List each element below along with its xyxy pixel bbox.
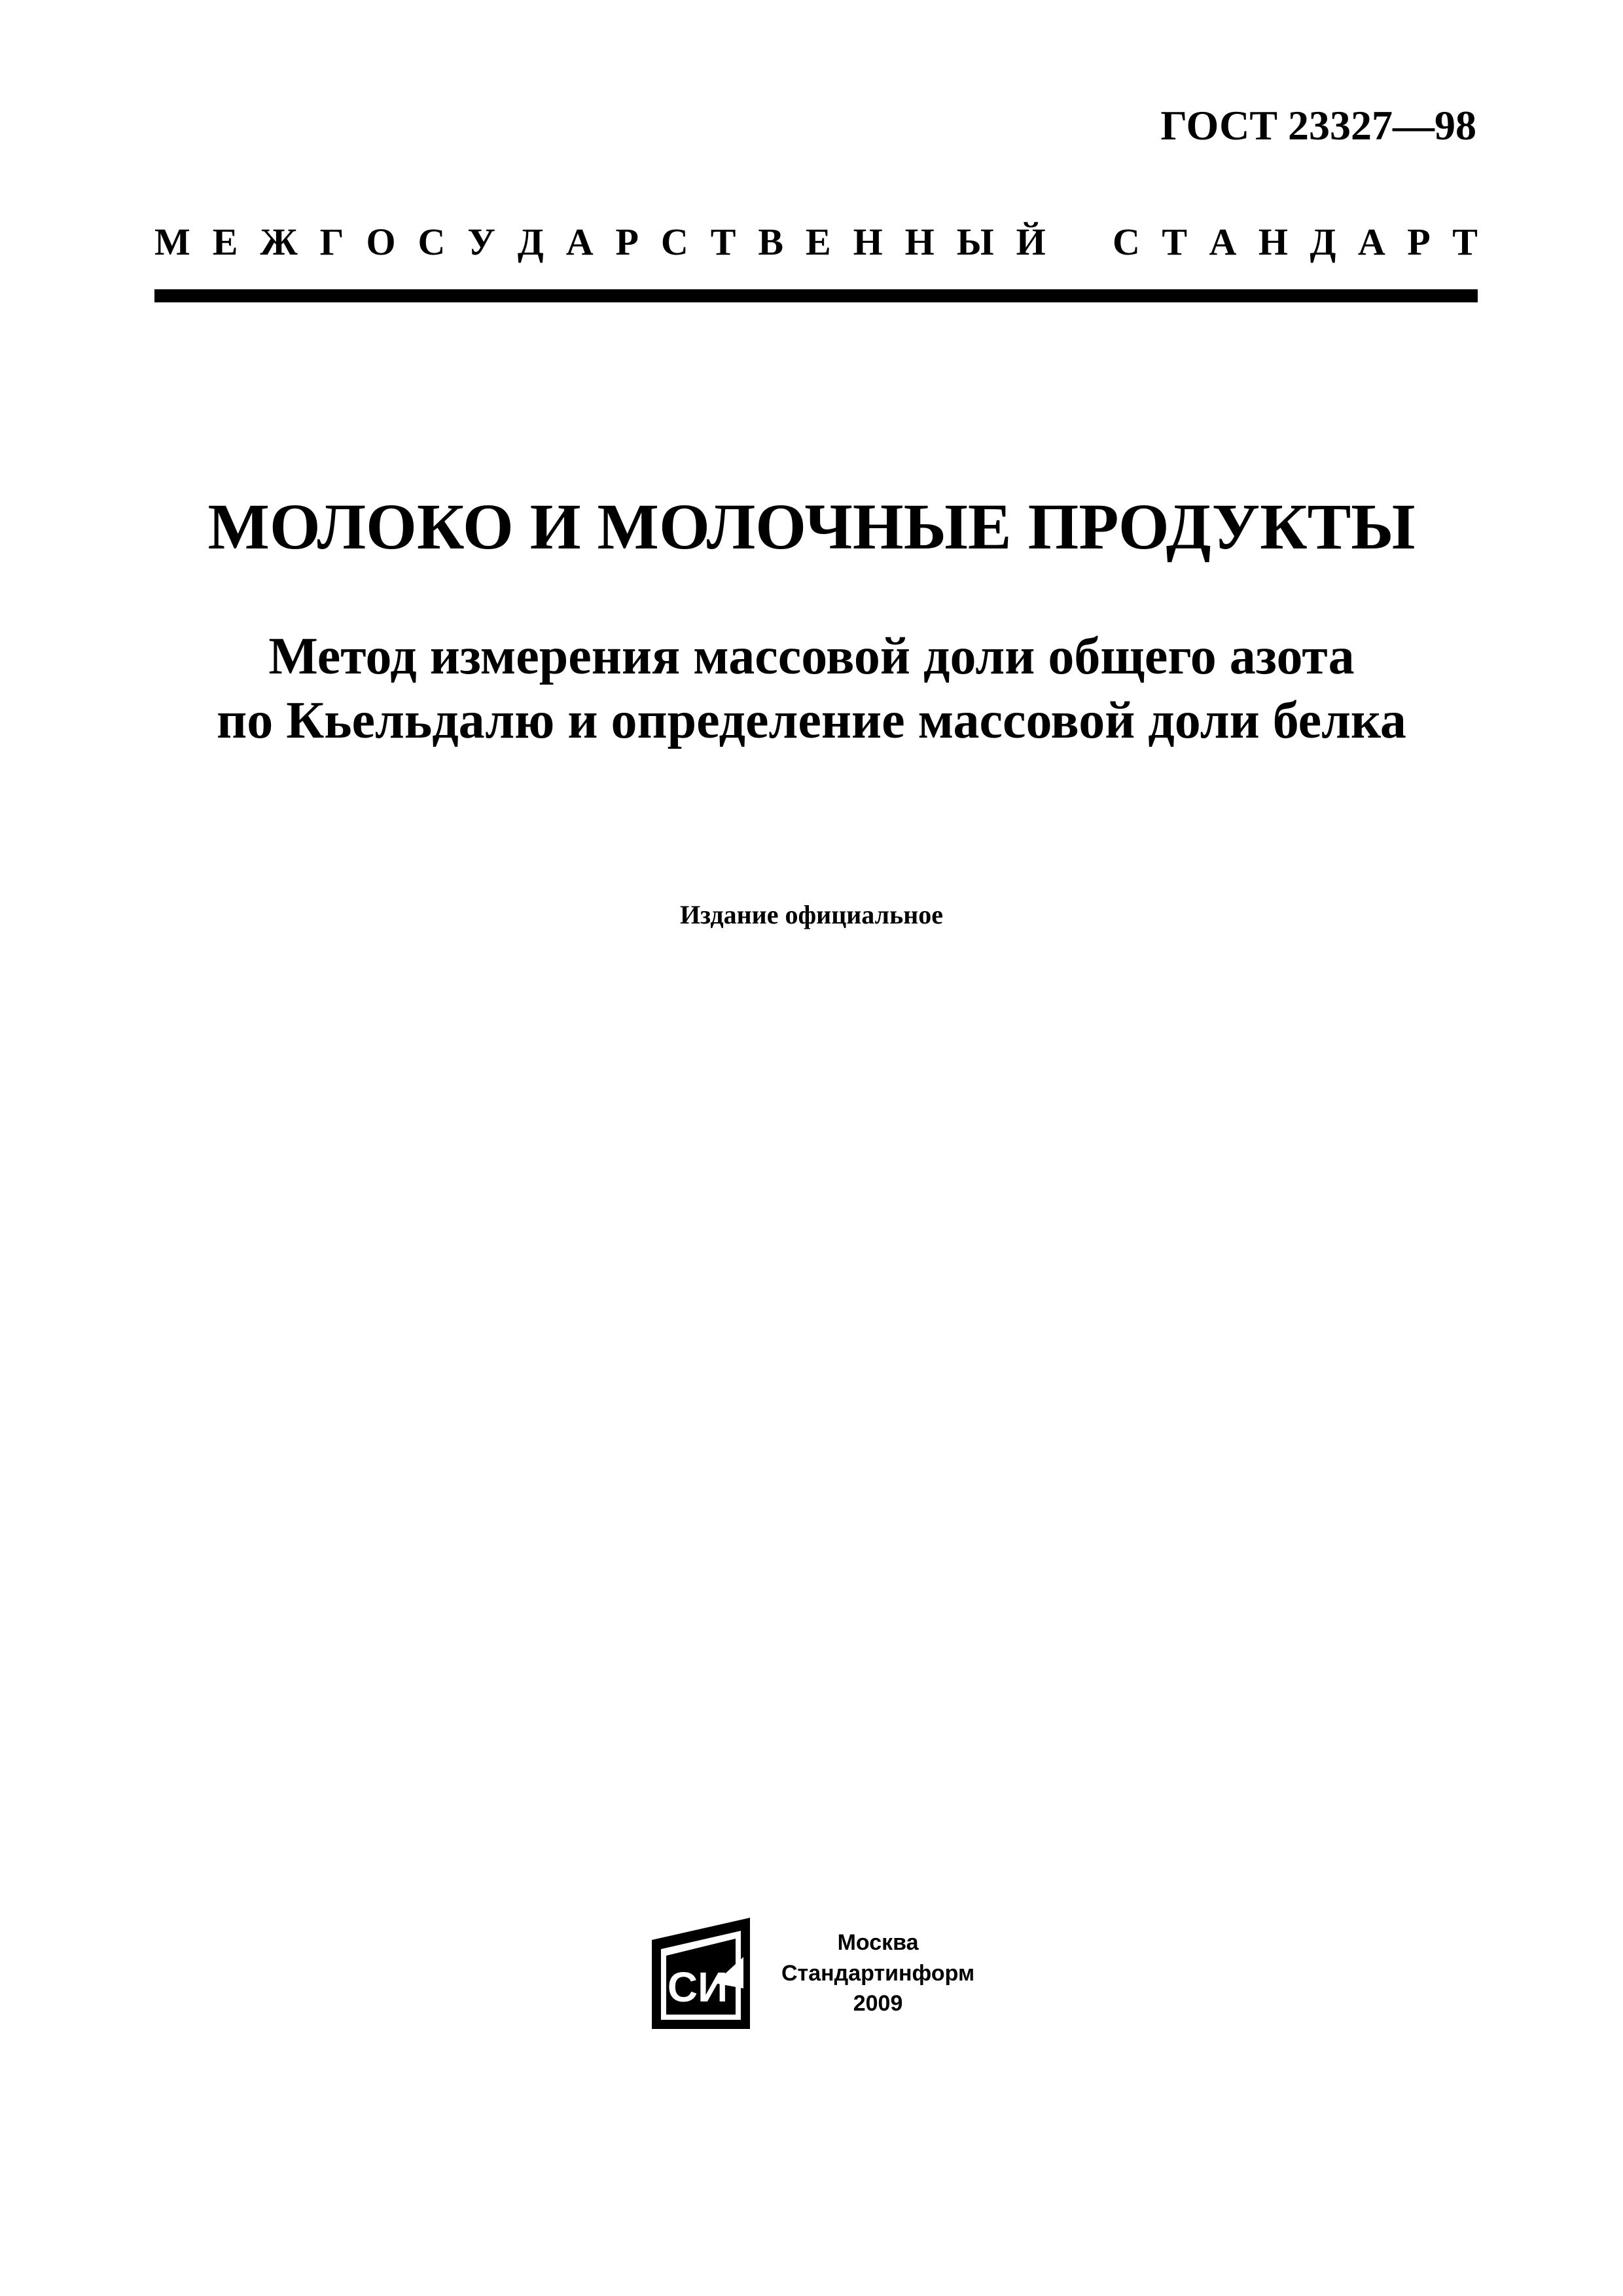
standard-category-header bbox=[154, 216, 1478, 268]
category-letter: Е bbox=[212, 221, 238, 263]
document-title: МОЛОКО И МОЛОЧНЫЕ ПРОДУКТЫ bbox=[207, 490, 1416, 563]
category-letter: Н bbox=[904, 221, 935, 263]
category-word-2 bbox=[1113, 223, 1478, 261]
imprint-city: Москва bbox=[837, 1929, 919, 1955]
document-subtitle bbox=[0, 625, 1623, 753]
edition-note: Издание официальное bbox=[679, 900, 944, 929]
category-letter: С bbox=[660, 221, 688, 263]
category-letter: Г bbox=[319, 221, 344, 263]
category-letter: Д bbox=[517, 221, 544, 263]
category-letter: М bbox=[154, 221, 190, 263]
publisher-footer bbox=[652, 1918, 974, 2029]
category-letter: Т bbox=[710, 221, 736, 263]
category-letter: А bbox=[1357, 221, 1385, 263]
category-letter: Р bbox=[615, 221, 639, 263]
category-letter: А bbox=[565, 221, 594, 263]
category-letter: В bbox=[758, 221, 784, 263]
imprint-publisher: Стандартинформ bbox=[781, 1960, 975, 1986]
category-letter: Н bbox=[1258, 221, 1289, 263]
category-letter: Н bbox=[853, 221, 883, 263]
subtitle-line-1: Метод измерения массовой доли общего азота bbox=[268, 628, 1355, 685]
logo-lettering: СИ bbox=[667, 1964, 728, 2011]
standard-number: ГОСТ 23327—98 bbox=[1160, 102, 1476, 149]
category-letter: С bbox=[1113, 221, 1140, 263]
category-word-1 bbox=[154, 223, 1046, 261]
category-letter: А bbox=[1209, 221, 1237, 263]
standartinform-logo-icon bbox=[652, 1918, 750, 2029]
category-letter: Т bbox=[1452, 221, 1478, 263]
category-letter: Д bbox=[1310, 221, 1336, 263]
header-rule bbox=[154, 289, 1478, 302]
category-letter: Т bbox=[1162, 221, 1188, 263]
category-letter: С bbox=[418, 221, 446, 263]
imprint-year: 2009 bbox=[853, 1991, 903, 2017]
subtitle-line-2: по Кьельдалю и определение массовой доли белка bbox=[217, 691, 1406, 749]
category-letter: Ы bbox=[956, 221, 994, 263]
imprint-block bbox=[781, 1928, 974, 2020]
category-letter: Ж bbox=[260, 221, 298, 263]
category-letter: Е bbox=[805, 221, 831, 263]
category-letter: Й bbox=[1016, 221, 1046, 263]
category-letter: У bbox=[467, 221, 495, 263]
category-letter: О bbox=[366, 221, 396, 263]
category-letter: Р bbox=[1407, 221, 1431, 263]
